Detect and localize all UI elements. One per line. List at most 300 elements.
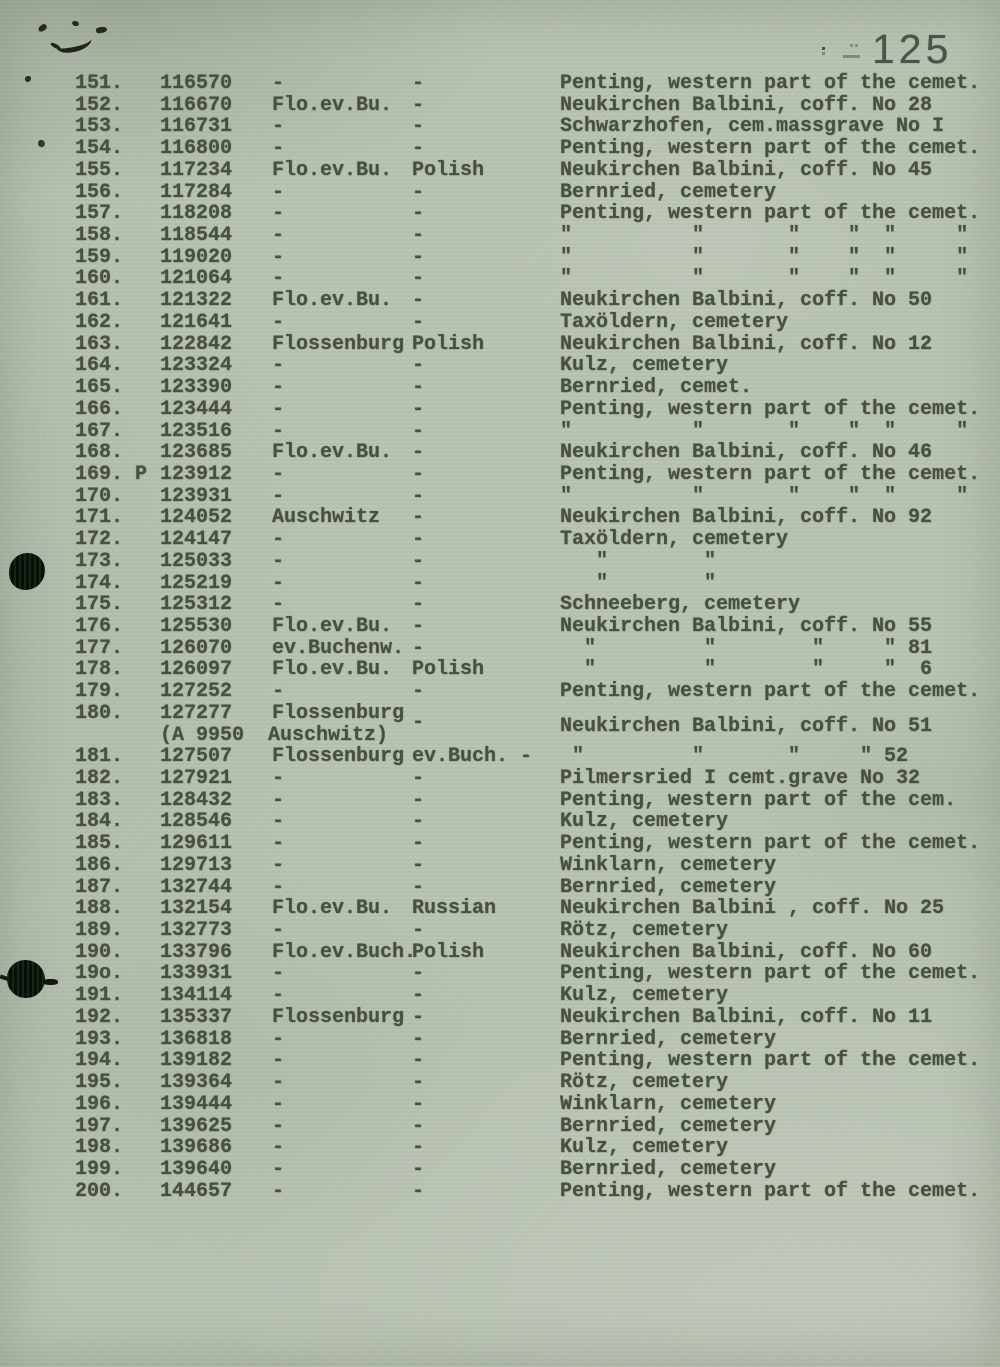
prisoner-number: 133796 [160,940,233,964]
burial-location: Penting, western part of the cemet. [560,462,981,486]
burial-location: Bernried, cemetery [560,1157,777,1181]
table-row [0,95,1000,117]
table-row [0,138,1000,160]
camp: Flo.ev.Bu. [272,897,393,921]
row-index: 158. [75,224,124,248]
table-row [0,681,1000,703]
row-index: 163. [75,332,124,356]
prisoner-number: 127252 [160,680,233,704]
row-index: 157. [75,202,124,226]
prisoner-number: 121322 [160,289,233,313]
row-index: 169. P [75,462,148,486]
camp: - [272,593,285,617]
prisoner-number: 123912 [160,462,233,486]
prisoner-number: 134114 [160,984,233,1008]
burial-location: Bernried, cemet. [560,376,753,400]
table-row [0,1181,1000,1203]
camp: - [272,267,285,291]
burial-location: Penting, western part of the cemet. [560,137,981,161]
burial-location: " " [560,571,717,595]
camp: Flo.ev.Bu. [272,614,393,638]
camp: - [272,875,285,899]
prisoner-number: 135337 [160,1005,233,1029]
prisoner-number: 117284 [160,180,233,204]
nationality: - [412,93,425,117]
nationality: - [412,788,425,812]
burial-location: Neukirchen Balbini, coff. No 55 [560,614,933,638]
burial-location: Schwarzhofen, cem.massgrave No I [560,115,945,139]
burial-location: Neukirchen Balbini, coff. No 50 [560,289,933,313]
camp: - [272,1049,285,1073]
row-index: 188. [75,897,124,921]
burial-location: Bernried, cemetery [560,875,777,899]
nationality: - [412,1071,425,1095]
row-index: 196. [75,1092,124,1116]
table-row [0,920,1000,942]
table-row [0,1050,1000,1072]
prisoner-number: 126070 [160,636,233,660]
table-row [0,898,1000,920]
camp: - [272,767,285,790]
row-index: 162. [75,310,124,334]
prisoner-number: 121641 [160,310,233,334]
camp: - [272,1027,285,1051]
camp: - [272,680,285,704]
burial-location: Rötz, cemetery [560,1071,729,1095]
camp: - [272,202,285,226]
nationality: - [412,1179,425,1203]
burial-location: Taxöldern, cemetery [560,310,789,334]
prisoner-number: 139640 [160,1157,233,1181]
burial-location: " " " " " " [560,419,969,443]
burial-location: " " " " " " [560,484,969,508]
burial-location: " " " " 52 [560,745,909,769]
table-row [0,833,1000,855]
row-index: 181. [75,745,124,769]
camp: - [272,484,285,508]
camp: - [272,571,285,595]
table-row [0,203,1000,225]
camp: - [272,376,285,400]
row-index: 165. [75,376,124,400]
camp: - [272,919,285,943]
table-row [0,573,1000,595]
camp: - [272,224,285,248]
prisoner-number: 116570 [160,72,233,95]
burial-location: Penting, western part of the cemet. [560,832,981,856]
burial-location: Neukirchen Balbini, coff. No 51 [560,714,933,738]
row-index: 175. [75,593,124,617]
nationality: - [412,354,425,378]
prisoner-number: 123324 [160,354,233,378]
nationality: - [412,1049,425,1073]
table-row [0,529,1000,551]
nationality: - [412,1027,425,1051]
table-row [0,116,1000,138]
row-index: 174. [75,571,124,595]
row-index: 153. [75,115,124,139]
prisoner-number: 116800 [160,137,233,161]
burial-location: Penting, western part of the cemet. [560,1049,981,1073]
ink-smudge [96,26,108,34]
prisoner-number: 139182 [160,1049,233,1073]
row-index: 172. [75,528,124,552]
row-index: 152. [75,93,124,117]
burial-location: " " " " " " [560,224,969,248]
row-index: 171. [75,506,124,530]
row-index: 161. [75,289,124,313]
burial-location: Kulz, cemetery [560,354,729,378]
row-index: 159. [75,245,124,269]
camp: Auschwitz [272,506,381,530]
prisoner-number: 139625 [160,1114,233,1138]
table-row [0,225,1000,247]
nationality: - [412,1136,425,1160]
prisoner-number: 123444 [160,397,233,421]
nationality: Polish [412,940,485,964]
row-index: 178. [75,658,124,682]
nationality: - [412,1005,425,1029]
nationality: - [412,115,425,139]
burial-location: Neukirchen Balbini, coff. No 92 [560,506,933,530]
burial-location: Penting, western part of the cemet. [560,202,981,226]
burial-location: " " [560,549,717,573]
burial-location: Neukirchen Balbini, coff. No 28 [560,93,933,117]
prisoner-number: 125312 [160,593,233,617]
row-index: 173. [75,549,124,573]
nationality: - [412,267,425,291]
nationality: - [412,680,425,704]
burial-location: Neukirchen Balbini , coff. No 25 [560,897,945,921]
table-row [0,1072,1000,1094]
nationality: - [412,571,425,595]
table-row [0,464,1000,486]
nationality: Russian [412,897,497,921]
burial-location: Neukirchen Balbini, coff. No 45 [560,158,933,182]
prisoner-number: 125530 [160,614,233,638]
prisoner-number: 132744 [160,875,233,899]
row-index: 168. [75,441,124,465]
prisoner-number: 126097 [160,658,233,682]
prisoner-number: 123931 [160,484,233,508]
row-index: 164. [75,354,124,378]
nationality: - [412,376,425,400]
row-index: 194. [75,1049,124,1073]
row-index: 19o. [75,962,124,986]
camp: - [272,397,285,421]
nationality: - [412,810,425,834]
row-index: 199. [75,1157,124,1181]
nationality: Polish [412,158,485,182]
nationality: ev.Buch. - [412,745,533,769]
row-index: 154. [75,137,124,161]
prisoner-number: 116731 [160,115,233,139]
prisoner-number: 127507 [160,745,233,769]
camp: - [272,832,285,856]
camp: Flossenburg [272,701,405,725]
nationality: - [412,636,425,660]
stray-mark [822,47,825,50]
table-row [0,1137,1000,1159]
prisoner-number: 139444 [160,1092,233,1116]
row-index: 183. [75,788,124,812]
prisoner-number: 123516 [160,419,233,443]
row-index: 187. [75,875,124,899]
camp: - [272,984,285,1008]
camp: - [272,115,285,139]
row-index: 182. [75,767,124,790]
table-row [0,1116,1000,1138]
table-row [0,312,1000,334]
nationality: - [412,1157,425,1181]
table-row [0,1007,1000,1029]
prisoner-number: 118208 [160,202,233,226]
nationality: - [412,962,425,986]
nationality: - [412,441,425,465]
camp: - [272,853,285,877]
nationality: - [412,224,425,248]
prisoner-number: 124147 [160,528,233,552]
prisoner-number: 123685 [160,441,233,465]
nationality: - [412,1092,425,1116]
prisoner-number: 129713 [160,853,233,877]
table-row [0,746,1000,768]
burial-location: Winklarn, cemetery [560,1092,777,1116]
burial-location: Penting, western part of the cemet. [560,962,981,986]
burial-location: Rötz, cemetery [560,919,729,943]
table-row [0,942,1000,964]
camp: Flossenburg [272,1005,405,1029]
prisoner-number: 139364 [160,1071,233,1095]
nationality: - [412,310,425,334]
burial-location: " " " " " " [560,245,969,269]
camp: Flo.ev.Buch. [272,940,417,964]
row-index: 155. [75,158,124,182]
nationality: - [412,528,425,552]
nationality: - [412,245,425,269]
camp: - [272,549,285,573]
row-index: 191. [75,984,124,1008]
burial-location: Bernried, cemetery [560,1027,777,1051]
table-row [0,551,1000,573]
prisoner-number: 132773 [160,919,233,943]
burial-location: Schneeberg, cemetery [560,593,801,617]
table-row [0,247,1000,269]
stray-mark [843,55,860,58]
camp: - [272,72,285,95]
handwritten-squiggle [55,31,93,54]
table-row [0,442,1000,464]
prisoner-number: 125033 [160,549,233,573]
row-index: 177. [75,636,124,660]
row-index: 197. [75,1114,124,1138]
camp: Flo.ev.Bu. [272,289,393,313]
ink-smudge [71,20,79,27]
row-index: 186. [75,853,124,877]
nationality: - [412,984,425,1008]
table-row [0,160,1000,182]
table-row [0,507,1000,529]
prisoner-number: 125219 [160,571,233,595]
camp: Flo.ev.Bu. [272,658,393,682]
camp: - [272,962,285,986]
nationality: - [412,853,425,877]
table-row [0,355,1000,377]
table-row [0,1029,1000,1051]
table-row [0,1159,1000,1181]
camp: - [272,1179,285,1203]
camp: - [272,245,285,269]
camp: Flossenburg [272,332,405,356]
table-row [0,659,1000,681]
prisoner-table [0,73,1000,1202]
table-row [0,768,1000,790]
prisoner-number: 144657 [160,1179,233,1203]
nationality: - [412,419,425,443]
prisoner-number: 129611 [160,832,233,856]
table-row [0,1094,1000,1116]
nationality: - [412,549,425,573]
burial-location: Penting, western part of the cemet. [560,680,981,704]
burial-location: Kulz, cemetery [560,984,729,1008]
nationality: - [412,180,425,204]
prisoner-number: 128432 [160,788,233,812]
burial-location: Kulz, cemetery [560,1136,729,1160]
table-row [0,963,1000,985]
nationality: - [412,1114,425,1138]
row-index: 192. [75,1005,124,1029]
row-index: 184. [75,810,124,834]
nationality: - [412,72,425,95]
table-row [0,268,1000,290]
prisoner-number: (A 9950 Auschwitz) [160,723,389,747]
burial-location: Neukirchen Balbini, coff. No 46 [560,441,933,465]
camp: - [272,310,285,334]
row-index: 151. [75,72,124,95]
nationality: - [412,832,425,856]
burial-location: Penting, western part of the cemet. [560,1179,981,1203]
camp: - [272,810,285,834]
nationality: - [412,919,425,943]
table-row [0,334,1000,356]
table-row [0,616,1000,638]
prisoner-number: 128546 [160,810,233,834]
nationality: - [412,137,425,161]
row-index: 167. [75,419,124,443]
camp: - [272,1092,285,1116]
burial-location: Neukirchen Balbini, coff. No 11 [560,1005,933,1029]
punch-hole [7,960,45,998]
camp: - [272,1136,285,1160]
nationality: - [412,593,425,617]
camp: Flossenburg [272,745,405,769]
prisoner-number: 123390 [160,376,233,400]
row-index: 198. [75,1136,124,1160]
prisoner-number: 139686 [160,1136,233,1160]
row-index: 166. [75,397,124,421]
prisoner-number: 116670 [160,93,233,117]
burial-location: Neukirchen Balbini, coff. No 12 [560,332,933,356]
table-row [0,399,1000,421]
burial-location: Bernried, cemetery [560,180,777,204]
camp: Flo.ev.Bu. [272,93,393,117]
row-index: 156. [75,180,124,204]
nationality: - [412,289,425,313]
prisoner-number: 132154 [160,897,233,921]
table-row [0,182,1000,204]
nationality: - [412,506,425,530]
table-row [0,486,1000,508]
row-index: 179. [75,680,124,704]
row-index: 200. [75,1179,124,1203]
table-row [0,877,1000,899]
prisoner-number: 127921 [160,767,233,790]
row-index: 189. [75,919,124,943]
table-row [0,714,1000,747]
row-index: 160. [75,267,124,291]
camp: - [272,788,285,812]
prisoner-number: 117234 [160,158,233,182]
row-index: 180. [75,701,124,725]
table-row [0,638,1000,660]
table-row [0,594,1000,616]
nationality: - [412,202,425,226]
burial-location: Penting, western part of the cem. [560,788,957,812]
table-row [0,377,1000,399]
row-index: 190. [75,940,124,964]
burial-location: Bernried, cemetery [560,1114,777,1138]
camp: - [272,1157,285,1181]
camp: ev.Buchenw. [272,636,405,660]
table-row [0,421,1000,443]
burial-location: " " " " " " [560,267,969,291]
camp: - [272,462,285,486]
prisoner-number: 133931 [160,962,233,986]
prisoner-number: 121064 [160,267,233,291]
burial-location: Penting, western part of the cemet. [560,397,981,421]
nationality: Polish [412,332,485,356]
camp: - [272,1114,285,1138]
camp: Flo.ev.Bu. [272,441,393,465]
row-index: 170. [75,484,124,508]
burial-location: Pilmersried I cemt.grave No 32 [560,767,921,790]
nationality: - [412,462,425,486]
row-index: 193. [75,1027,124,1051]
camp: Flo.ev.Bu. [272,158,393,182]
prisoner-number: 118544 [160,224,233,248]
burial-location: Kulz, cemetery [560,810,729,834]
table-row [0,73,1000,95]
camp: - [272,180,285,204]
page-number: 125 [872,26,953,72]
camp: - [272,354,285,378]
row-index: 195. [75,1071,124,1095]
burial-location: Winklarn, cemetery [560,853,777,877]
camp: - [272,1071,285,1095]
row-index: 176. [75,614,124,638]
table-row [0,811,1000,833]
prisoner-number: 136818 [160,1027,233,1051]
camp: - [272,419,285,443]
table-row [0,790,1000,812]
camp: - [272,528,285,552]
table-row [0,855,1000,877]
ink-smudge [37,23,48,33]
table-row [0,985,1000,1007]
prisoner-number: 124052 [160,506,233,530]
burial-location: " " " " 6 [560,658,933,682]
camp: - [272,137,285,161]
